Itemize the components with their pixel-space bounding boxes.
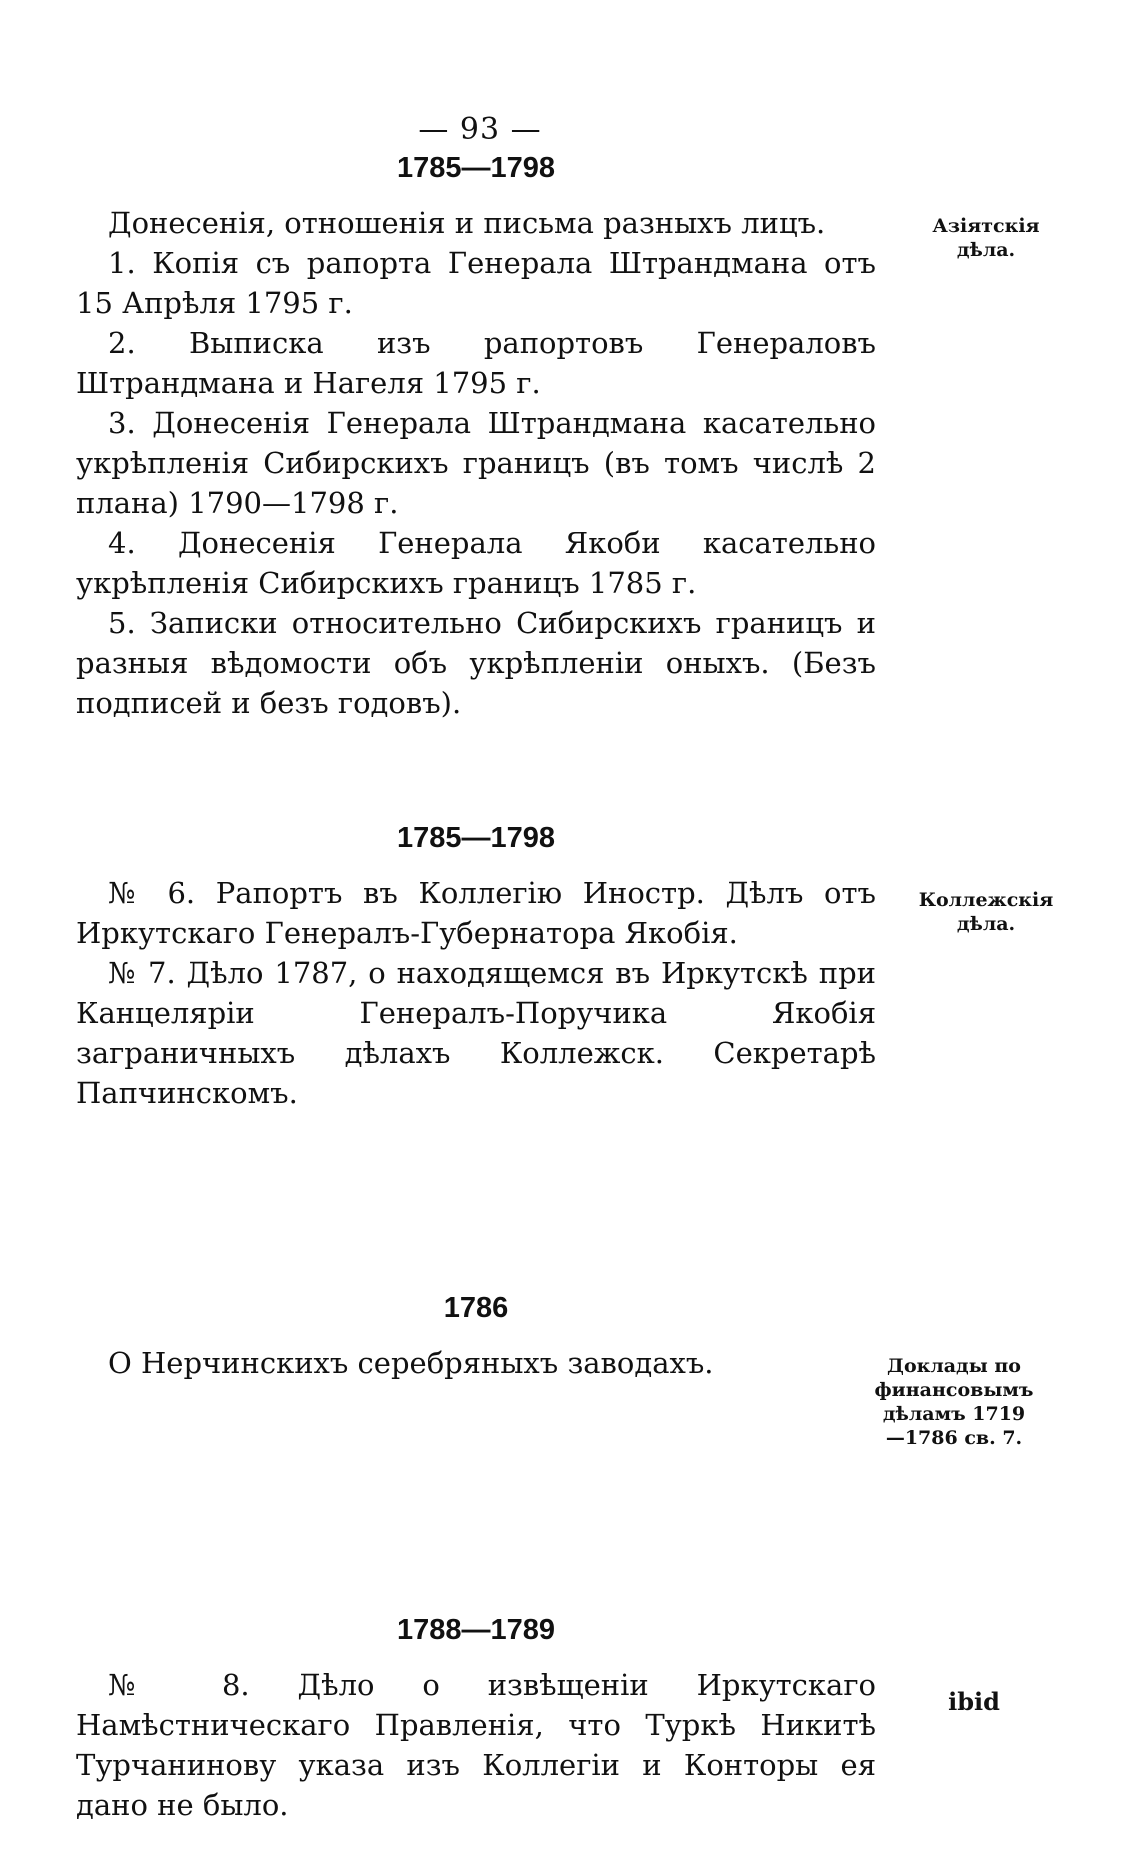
record-section — [76, 822, 876, 1113]
section-text — [76, 1343, 876, 1383]
record-section — [76, 1614, 876, 1825]
year-heading: 1785—1798 — [396, 152, 556, 184]
paragraph: № 6. Рапортъ въ Коллегію Иностр. Дѣлъ отъ Иркутскаго Генералъ-Губернатора Якобія. — [76, 876, 876, 950]
paragraph: 1. Копія съ рапорта Генерала Штрандмана отъ 15 Апрѣля 1795 г. — [76, 246, 876, 320]
year-heading: 1786 — [443, 1292, 509, 1324]
year-heading: 1788—1789 — [396, 1614, 556, 1646]
record-section — [76, 152, 876, 723]
paragraph: Донесенія, отношенія и письма разныхъ лицъ. — [108, 206, 826, 240]
page-number: — 93 — — [418, 112, 542, 147]
paragraph: 2. Выписка изъ рапортовъ Генераловъ Штрандмана и Нагеля 1795 г. — [76, 326, 876, 400]
section-text — [76, 203, 876, 723]
paragraph: № 8. Дѣло о извѣщеніи Иркутскаго Намѣстническаго Правленія, что Туркѣ Никитѣ Турчанинову указа изъ Коллегіи и Конторы ея дано не было. — [76, 1668, 876, 1822]
margin-note: ibid — [948, 1687, 1000, 1716]
paragraph: № 7. Дѣло 1787, о находящемся въ Иркутскѣ при Канцеляріи Генералъ-Поручика Якобія заграничныхъ дѣлахъ Коллежск. Секретарѣ Папчинскомъ. — [76, 956, 876, 1110]
paragraph: 5. Записки относительно Сибирскихъ границъ и разныя вѣдомости объ укрѣпленіи оныхъ. (Безъ подписей и безъ годовъ). — [76, 606, 876, 720]
record-section — [76, 1292, 876, 1383]
paragraph: О Нерчинскихъ серебряныхъ заводахъ. — [108, 1346, 714, 1380]
year-heading: 1785—1798 — [396, 822, 556, 854]
margin-note: Коллежскія дѣла. — [918, 889, 1054, 935]
paragraph: 4. Донесенія Генерала Якоби касательно укрѣпленія Сибирскихъ границъ 1785 г. — [76, 526, 876, 600]
margin-note: Доклады по финансовымъ дѣламъ 1719—1786 св. 7. — [874, 1355, 1034, 1449]
margin-note: Азіятскія дѣла. — [932, 215, 1040, 261]
section-text — [76, 1665, 876, 1825]
section-text — [76, 873, 876, 1113]
paragraph: 3. Донесенія Генерала Штрандмана касательно укрѣпленія Сибирскихъ границъ (въ томъ числѣ 2 плана) 1790—1798 г. — [76, 406, 876, 520]
